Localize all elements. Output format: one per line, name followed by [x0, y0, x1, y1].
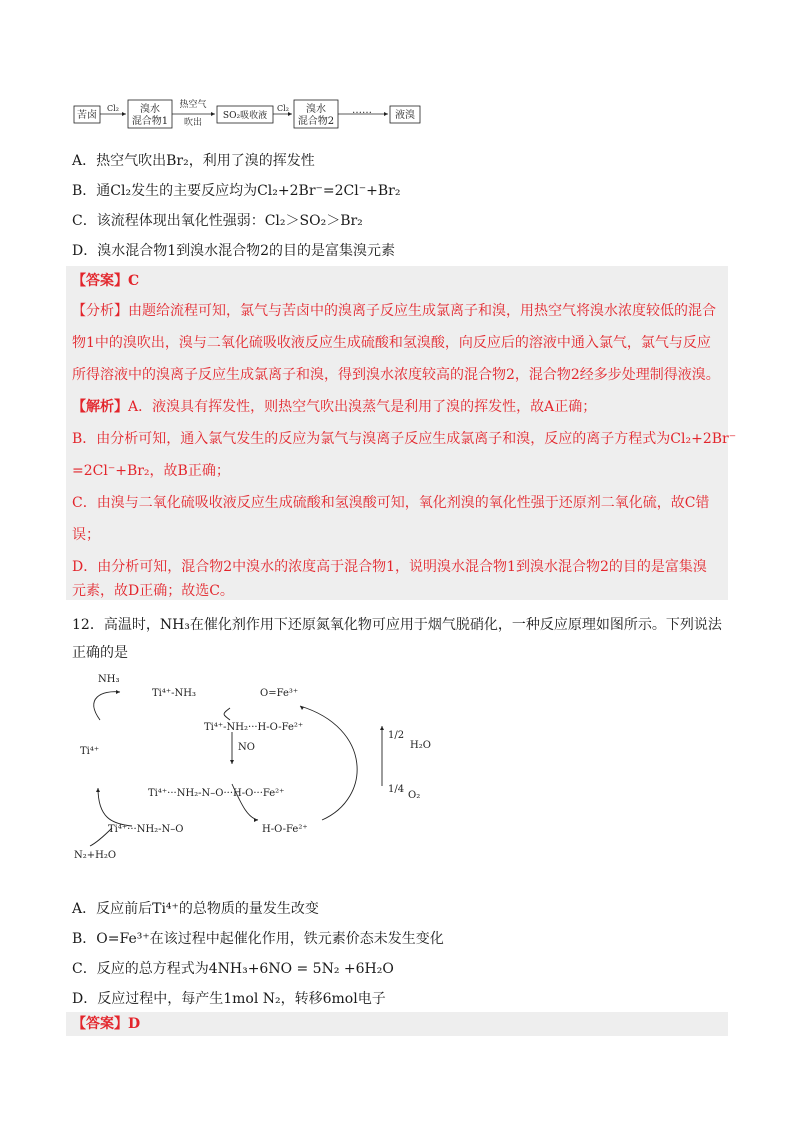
label-half: 1/2: [388, 730, 405, 741]
q11-analysis-line-1: 【分析】由题给流程可知，氯气与苦卤中的溴离子反应生成氯离子和溴，用热空气将溴水浓度较低的混合: [72, 303, 716, 319]
label-mid1: Ti⁴⁺-NH₂···H-O-Fe²⁺: [204, 722, 304, 733]
bromine-flow-diagram: [72, 96, 432, 136]
q12-option-c: C．反应的总方程式为4NH₃+6NO = 5N₂ +6H₂O: [72, 961, 394, 977]
arrow-fe-cycle: [300, 706, 357, 820]
flow-node-2a: 溴水: [140, 104, 160, 115]
reaction-mechanism-diagram: [72, 668, 432, 868]
q11-analysis-line-2: 物1中的溴吹出，溴与二氧化硫吸收液反应生成硫酸和氢溴酸，向反应后的溶液中通入氯气，氯气与反应: [72, 335, 711, 351]
flow-node-4a: 溴水: [306, 104, 326, 115]
flow-arrow-label-1: Cl₂: [107, 104, 119, 113]
q12-answer: 【答案】D: [72, 1016, 141, 1032]
label-ti-nh3: Ti⁴⁺-NH₃: [152, 688, 197, 699]
q12-stem-line-2: 正确的是: [72, 645, 128, 661]
label-quarter: 1/4: [388, 784, 405, 795]
q11-explain-line-4: C．由溴与二氧化硫吸收液反应生成硫酸和氢溴酸可知，氧化剂溴的氧化性强于还原剂二氧化硫，故C错: [72, 495, 710, 511]
q11-option-b: B．通Cl₂发生的主要反应均为Cl₂+2Br⁻=2Cl⁻+Br₂: [72, 183, 401, 199]
q11-explain-line-2: B．由分析可知，通入氯气发生的反应为氯气与溴离子反应生成氯离子和溴，反应的离子方程式为Cl₂+2Br⁻: [72, 431, 737, 447]
q11-explain-text-a: A．液溴具有挥发性，则热空气吹出溴蒸气是利用了溴的挥发性，故A正确；: [128, 399, 597, 415]
flow-arrow-label-2b: 吹出: [183, 118, 203, 128]
flow-arrow-label-2a: 热空气: [179, 100, 207, 110]
label-no: NO: [238, 742, 255, 753]
label-ofe3: O=Fe³⁺: [260, 688, 299, 699]
label-nh3: NH₃: [98, 674, 120, 685]
arrow-up-ti: [98, 788, 132, 826]
flow-dots: ……: [352, 105, 372, 116]
q11-analysis-line-3: 所得溶液中的溴离子反应生成氯离子和溴，得到溴水浓度较高的混合物2，混合物2经多步处理制得液溴。: [72, 367, 720, 383]
q12-option-b: B．O=Fe³⁺在该过程中起催化作用，铁元素价态未发生变化: [72, 931, 444, 947]
flow-node-1: 苦卤: [77, 110, 97, 121]
q11-option-a: A．热空气吹出Br₂，利用了溴的挥发性: [72, 153, 315, 169]
q11-explain-label: 【解析】: [72, 399, 128, 415]
q12-option-d: D．反应过程中，每产生1mol N₂，转移6mol电子: [72, 991, 386, 1007]
q11-option-d: D．溴水混合物1到溴水混合物2的目的是富集溴元素: [72, 243, 396, 259]
q11-explain-line-5: 误；: [72, 527, 100, 543]
flow-node-2b: 混合物1: [131, 116, 169, 127]
label-ti4: Ti⁴⁺: [80, 746, 100, 757]
flow-node-3: SO₂吸收液: [222, 111, 268, 121]
q11-explain-line-3: =2Cl⁻+Br₂，故B正确；: [72, 463, 230, 479]
q12-answer-block: [66, 1012, 728, 1036]
arrow-ofe-in: [224, 708, 230, 720]
q11-option-c: C．该流程体现出氧化性强弱：Cl₂＞SO₂＞Br₂: [72, 213, 363, 229]
q12-option-a: A．反应前后Ti⁴⁺的总物质的量发生改变: [72, 901, 319, 917]
label-mid3: Ti⁴⁺···NH₂-N–O: [108, 824, 184, 835]
label-hofe2: H-O-Fe²⁺: [262, 824, 308, 835]
q11-explain-line-1: [72, 396, 596, 418]
flow-node-5: 液溴: [395, 110, 415, 121]
q12-stem-line-1: 12．高温时，NH₃在催化剂作用下还原氮氧化物可应用于烟气脱硝化，一种反应原理如图所示。下列说法: [72, 617, 722, 633]
label-n2h2o: N₂+H₂O: [74, 850, 117, 861]
label-o2: O₂: [408, 790, 421, 801]
q11-explain-line-6: D．由分析可知，混合物2中溴水的浓度高于混合物1，说明溴水混合物1到溴水混合物2的目的是富集溴: [72, 559, 707, 575]
q11-explain-line-7: 元素，故D正确；故选C。: [72, 583, 234, 599]
flow-node-4b: 混合物2: [297, 116, 335, 127]
label-mid2: Ti⁴⁺···NH₂-N–O···H-O···Fe²⁺: [148, 788, 285, 799]
label-h2o: H₂O: [410, 740, 431, 751]
q11-answer: 【答案】C: [72, 273, 140, 289]
arrow-ti-to-nh3: [94, 692, 120, 720]
flow-arrow-label-3: Cl₂: [277, 104, 289, 113]
